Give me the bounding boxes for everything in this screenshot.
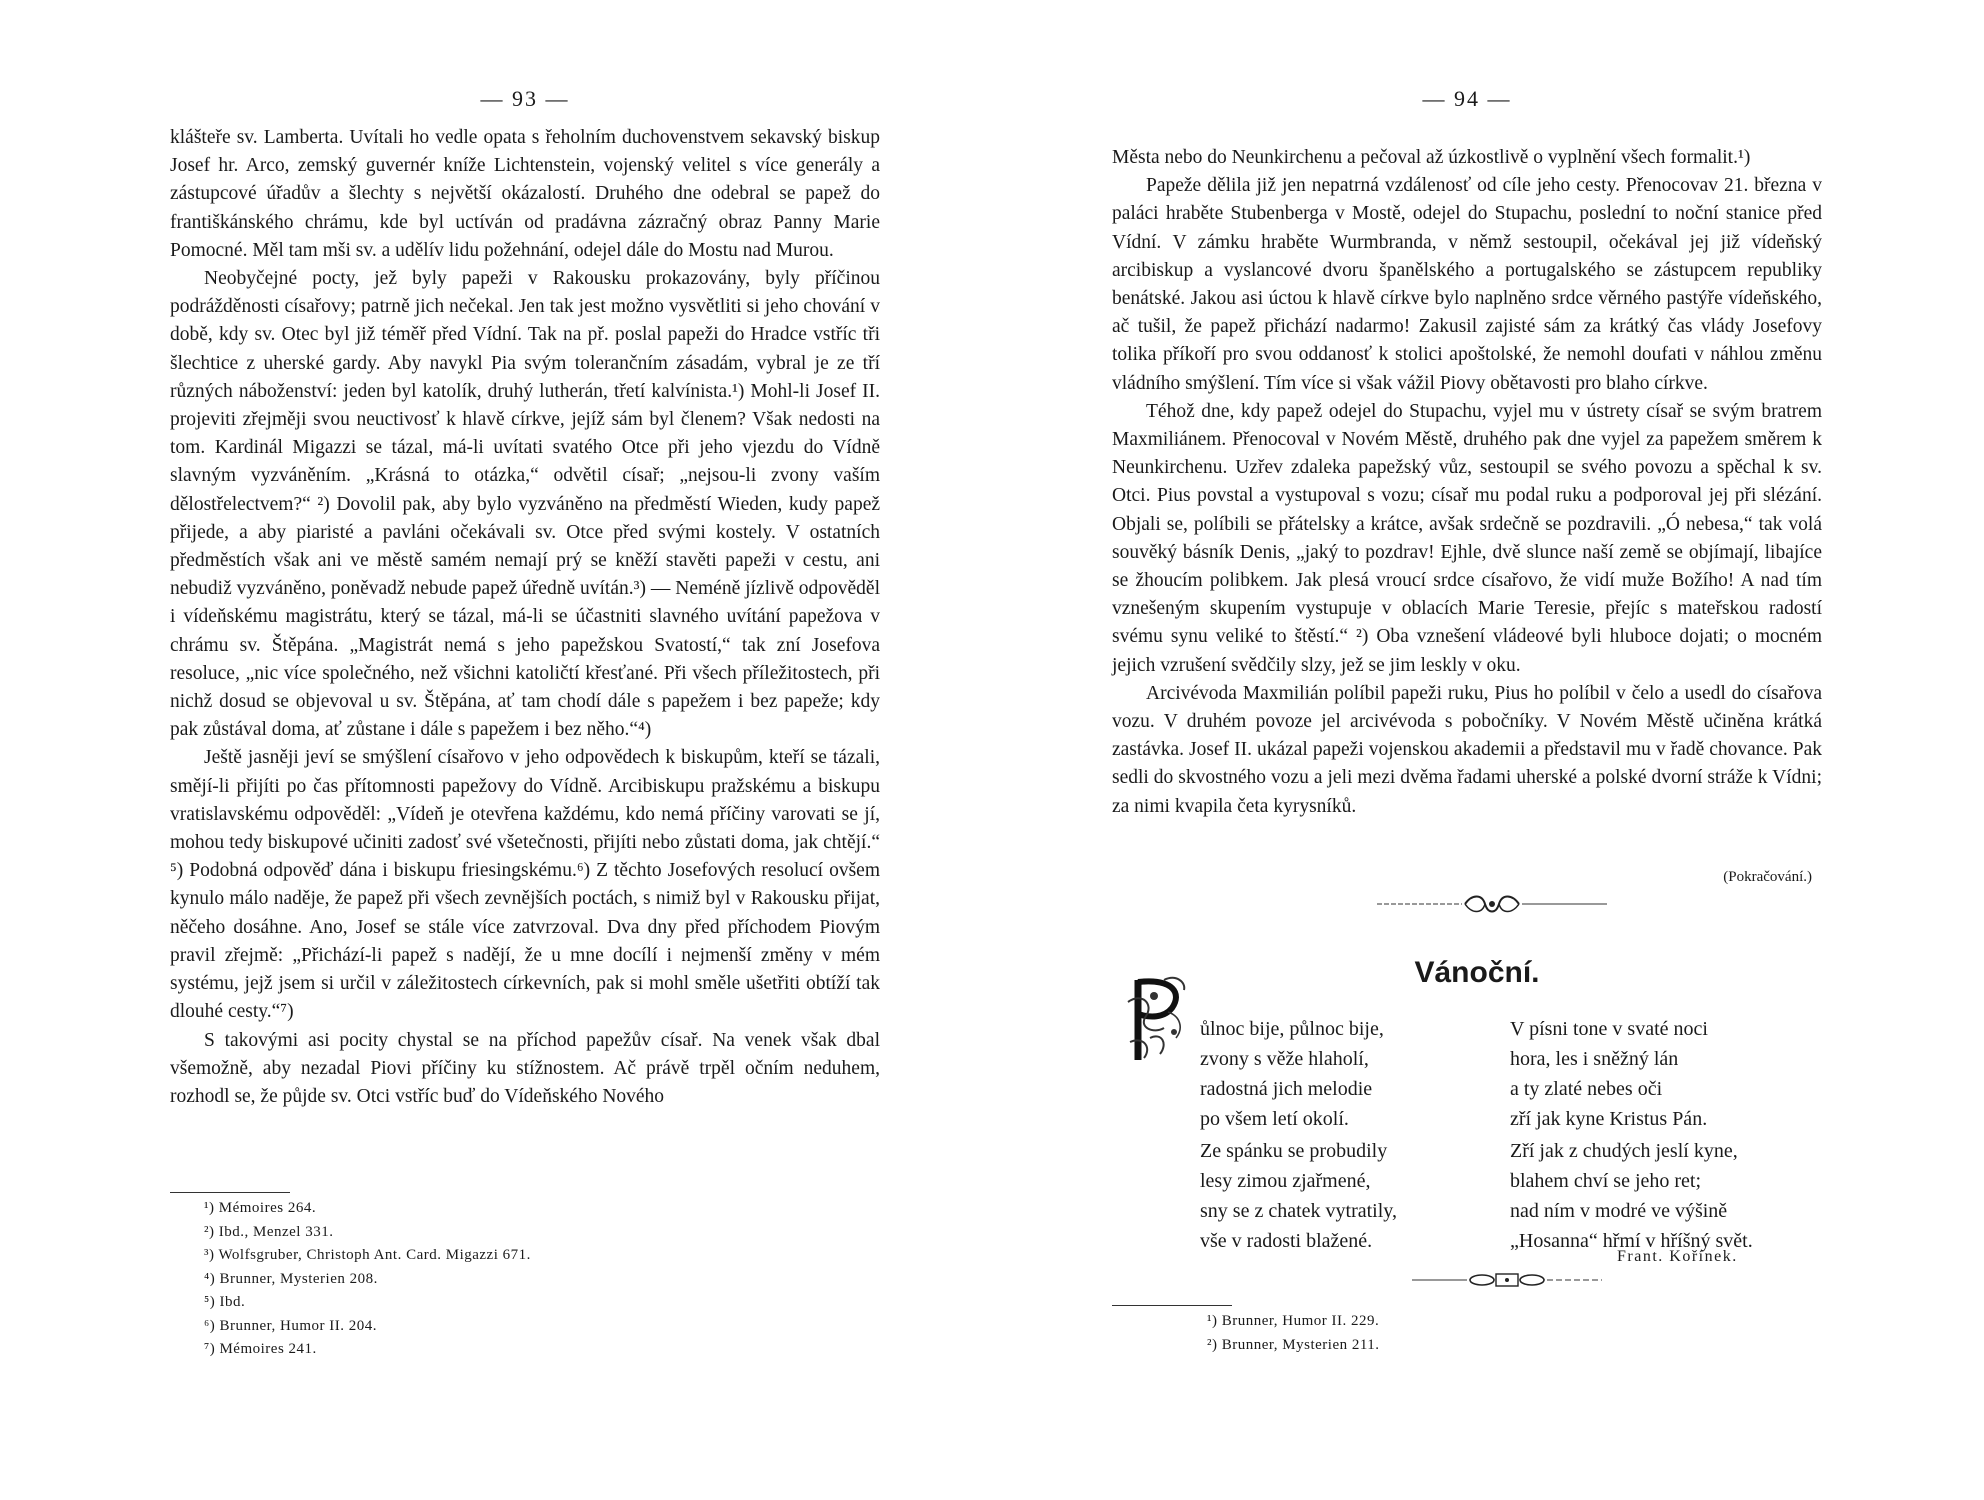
- ornate-initial-P-icon: [1124, 972, 1192, 1064]
- page-number-right: — 94 —: [1422, 86, 1512, 111]
- footnote: ⁵) Ibd.: [204, 1294, 246, 1310]
- poem-line: nad ním v modré ve výšině: [1510, 1200, 1728, 1222]
- right-body-text: [1112, 144, 1822, 821]
- right-paragraph-1: Města nebo do Neunkirchenu a pečoval až úzkostlivě o vyplnění všech formalit.¹): [1112, 147, 1751, 168]
- poem-line: zří jak kyne Kristus Pán.: [1510, 1108, 1708, 1130]
- poem-stanza-4: [1510, 1136, 1753, 1256]
- footnote: ⁴) Brunner, Mysterien 208.: [204, 1270, 378, 1287]
- left-page: [170, 0, 880, 1500]
- poem-line: zvony s věže hlaholí,: [1200, 1048, 1369, 1070]
- poem-stanza-1: [1200, 1014, 1384, 1134]
- footnote: ³) Wolfsgruber, Christoph Ant. Card. Migazzi 671.: [204, 1247, 531, 1263]
- poem-line: vše v radosti blažené.: [1200, 1230, 1373, 1252]
- poem-line: Zří jak z chudých jeslí kyne,: [1510, 1140, 1738, 1162]
- left-paragraph-2: Neobyčejné pocty, jež byly papeži v Rakousku prokazovány, byly příčinou podrážděnosti císařovy; patrně jich nečekal. Jen tak jest možno vysvětliti si jeho chování v době, kdy sv. Otec byl již téměř před Vídní. Tak na př. poslal papeži do Hradce vstříc tři šlechtice z uherské gardy. Aby navykl Pia svým tolerančním zásadám, vybral je ze tří různých náboženství: jeden byl katolík, druhý lutherán, třetí kalvínista.¹) Mohl-li Josef II. projeviti zřejměji svou neuctivosť k hlavě církve, jejíž sám byl členem? Však nedosti na tom. Kardinál Migazzi se tázal, má-li uvítati svatého Otce při jeho vjezdu do Vídně slavným vyzváněním. „Krásná to otázka,“ odvětil císař; „nejsou-li zvony vaším dělostřelectvem?“ ²) Dovolil pak, aby bylo vyzváněno na předměstí Wieden, kudy papež přijede, a aby piaristé a pavláni očekávali sv. Otce před svými kostely. V ostatních předměstích však ani ve městě samém nemají prý se kněží stavěti papeži v cestu, ani nebudiž vyzváněno, poněvadž nebude papež úředně uvítán.³) — Neméně jízlivě odpověděl i vídeňskému magistrátu, který se tázal, má-li se účastniti slavného uvítání papežova v chrámu sv. Štěpána. „Magistrát nemá s jeho papežskou Svatostí,“ tak zní Josefova resoluce, „nic více společného, než všichni katoličtí křesťané. Při všech příležitostech, při nichž dosud se objevoval u sv. Štěpána, ať tam chodí dále s papežem i bez papeže; kdy pak zůstával doma, ať zůstane i dále s papežem i bez něho.“⁴): [170, 268, 880, 741]
- poem-line: Ze spánku se probudily: [1200, 1140, 1388, 1162]
- continued-note: (Pokračování.): [1723, 869, 1812, 885]
- poem-stanza-3: [1510, 1014, 1708, 1134]
- poem-line: „Hosanna“ hřmí v hříšný svět.: [1510, 1230, 1753, 1252]
- footnote-divider-left: [170, 1192, 290, 1193]
- poem-line: ůlnoc bije, půlnoc bije,: [1200, 1018, 1384, 1040]
- left-body-text: [170, 124, 880, 1111]
- poem-author: Frant. Kořínek.: [1617, 1248, 1738, 1265]
- floral-ornament-icon: [1377, 894, 1607, 914]
- footnote: ²) Brunner, Mysterien 211.: [1207, 1336, 1380, 1353]
- footnote-divider-right: [1112, 1305, 1232, 1306]
- right-paragraph-3: Téhož dne, kdy papež odejel do Stupachu, vyjel mu v ústrety císař se svým bratrem Maxmiliánem. Přenocoval v Novém Městě, druhého pak dne vyjel za papežem směrem k Neunkirchenu. Uzřev zdaleka papežský vůz, sestoupil se svého povozu a spěchal k sv. Otci. Pius povstal a vystupoval s vozu; císař mu podal ruku a podporoval jej při slézání. Objali se, políbili se přátelsky a krátce, avšak srdečně se pozdravili. „Ó nebesa,“ tak volá souvěký básník Denis, „jaký to pozdrav! Ejhle, dvě slunce naší země se objímají, libajíce se žhoucím polibkem. Jak plesá vroucí srdce císařovo, že vidí muže Božího! A nad tím vznešeným skupením vystupuje v oblacích Marie Teresie, přejíc s mateřskou radostí svému synu veliké to štěstí.“ ²) Oba vznešení vládeové byli hluboce dojati; o mocném jejich vzrušení svědčily slzy, jež se jim leskly v oku.: [1112, 400, 1822, 676]
- left-footnotes: [204, 1197, 531, 1362]
- poem-line: V písni tone v svaté noci: [1510, 1018, 1708, 1040]
- poem-line: a ty zlaté nebes oči: [1510, 1078, 1663, 1100]
- left-paragraph-3: Ještě jasněji jeví se smýšlení císařovo v jeho odpovědech k biskupům, kteří se tázali, smějí-li přijíti po čas přítomnosti papežovy do Vídně. Arcibiskupu pražskému a biskupu vratislavskému odpověděl: „Vídeň je otevřena každému, kdo nemá příčiny varovati se jí, mohou tedy biskupové učiniti zadosť své všetečnosti, přijíti nebo zůstati doma, jak chtějí.“ ⁵) Podobná odpověď dána i biskupu friesingskému.⁶) Z těchto Josefových resolucí ovšem kynulo málo naděje, že papež při všech zevnějších poctách, s nimiž byl v Rakousku přijat, něčeho dosáhne. Ano, Josef se stále více zatvrzoval. Dva dny před příchodem Piovým pravil zřejmě: „Přichází-li papež s nadějí, že u mne docílí i nejmenší změny v mém systému, jejž jsem si určil v záležitostech církevních, pak si mohl směle ušetřiti obtíží tak dlouhé cesty.“⁷): [170, 747, 880, 1023]
- floral-ornament-icon: [1412, 1270, 1602, 1290]
- poem-line: lesy zimou zjařmené,: [1200, 1170, 1371, 1192]
- right-page: [1112, 0, 1822, 1500]
- right-footnotes: [1207, 1310, 1380, 1357]
- right-paragraph-2: Papeže dělila již jen nepatrná vzdálenosť od cíle jeho cesty. Přenocovav 21. března v paláci hraběte Stubenberga v Mostě, odejel do Stupachu, poslední to noční stanice před Vídní. V zámku hraběte Wurmbranda, v němž sestoupil, očekával jej již vídeňský arcibiskup a vyslancové dvoru španělského a portugalského se zástupcem republiky benátské. Jakou asi úctou k hlavě církve bylo naplněno srdce věrného pastýře vídeňského, ač tušil, že papež přichází nadarmo! Zakusil zajisté sám za krátký čas vlády Josefovy tolika příkoří pro svou oddanosť k stolici apoštolské, že nemohl doufati v náhlou změnu vládního smýšlení. Tím více si však vážil Piovy obětavosti pro blaho církve.: [1112, 175, 1822, 394]
- footnote: ¹) Brunner, Humor II. 229.: [1207, 1313, 1380, 1329]
- poem-line: blahem chví se jeho ret;: [1510, 1170, 1702, 1192]
- poem-line: po všem letí okolí.: [1200, 1108, 1349, 1130]
- footnote: ⁶) Brunner, Humor II. 204.: [204, 1317, 378, 1334]
- page-number-left: — 93 —: [480, 86, 570, 111]
- right-paragraph-4: Arcivévoda Maxmilián políbil papeži ruku, Pius ho políbil v čelo a usedl do císařova vozu. V druhém povoze jel arcivévoda s pobočníky. V Novém Městě učiněna krátká zastávka. Josef II. ukázal papeži vojenskou akademii a představil mu v řadě chovance. Pak sedli do skvostného vozu a jeli mezi dvěma řadami uherské a polské dvorní stráže k Vídni; za nimi kvapila četa kyrysníků.: [1112, 682, 1822, 817]
- footnote: ⁷) Mémoires 241.: [204, 1341, 317, 1357]
- poem-stanza-2: [1200, 1136, 1397, 1256]
- left-paragraph-4: S takovými asi pocity chystal se na příchod papežův císař. Na venek však dbal všemožně, aby nezadal Piovi příčiny ku stížnostem. Ač právě trpěl očním neduhem, rozhodl se, že půjde sv. Otci vstříc buď do Vídeňského Nového: [170, 1029, 880, 1107]
- poem-line: hora, les i sněžný lán: [1510, 1048, 1679, 1070]
- poem-line: radostná jich melodie: [1200, 1078, 1373, 1100]
- footnote: ²) Ibd., Menzel 331.: [204, 1223, 334, 1240]
- left-paragraph-1: klášteře sv. Lamberta. Uvítali ho vedle opata s řeholním duchovenstvem sekavský biskup Josef hr. Arco, zemský guvernér kníže Lichtenstein, vojenský velitel s více generály a zástupcové úřadův a šlechty s největší okázalostí. Druhého dne odebral se papež do františkánského chrámu, kde byl uctíván od pradávna zázračný obraz Panny Marie Pomocné. Měl tam mši sv. a udělív lidu požehnání, odejel dále do Mostu nad Murou.: [170, 127, 880, 261]
- poem-title: Vánoční.: [1414, 956, 1540, 989]
- footnote: ¹) Mémoires 264.: [204, 1200, 317, 1216]
- poem-line: sny se z chatek vytratily,: [1200, 1200, 1397, 1222]
